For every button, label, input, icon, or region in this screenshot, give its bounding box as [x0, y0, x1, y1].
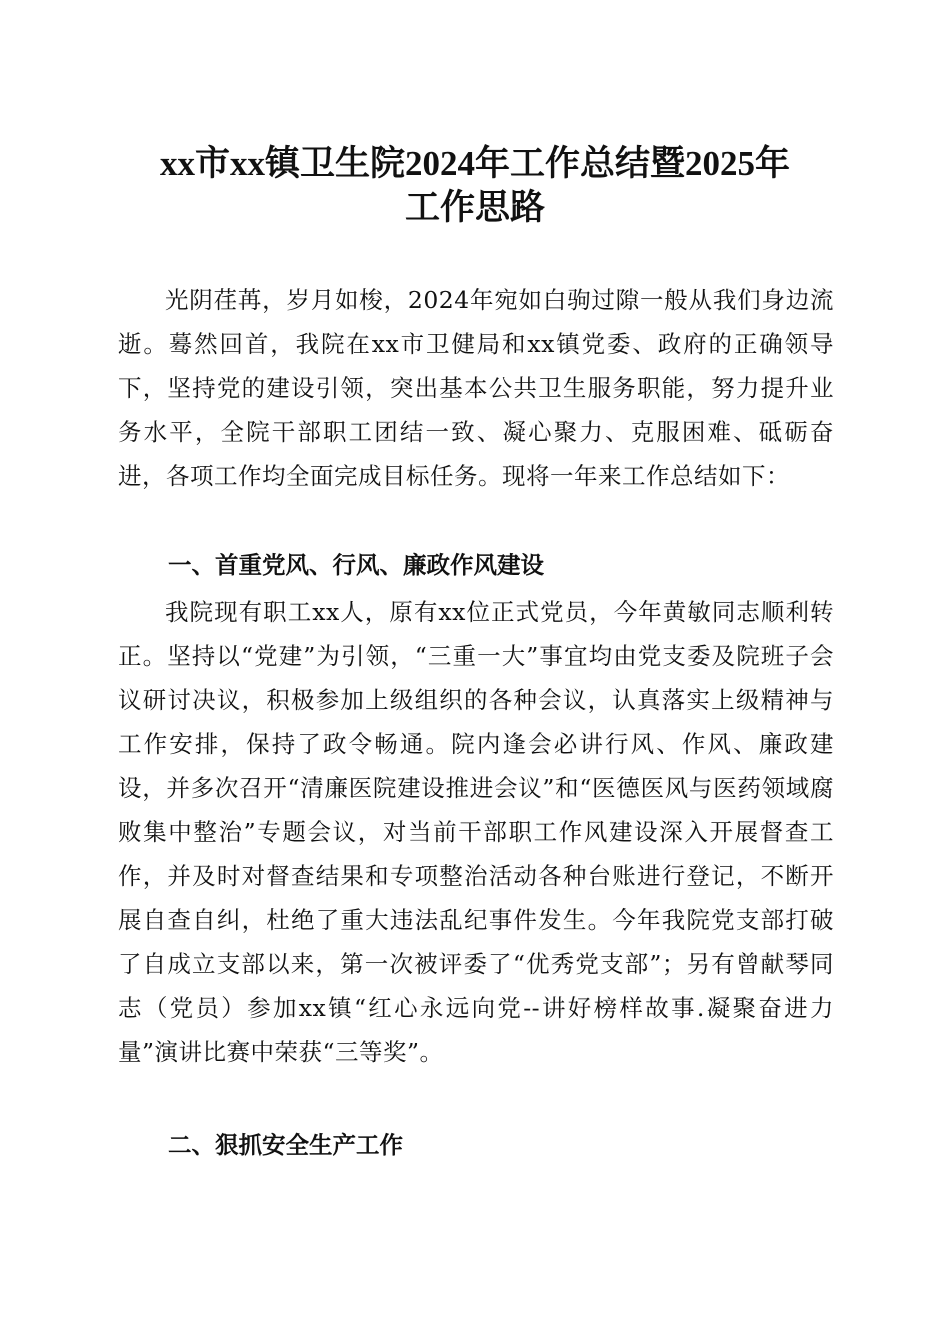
- document-title-line-2: 工作思路: [404, 188, 545, 227]
- document-title-line-1: xx市xx镇卫生院2024年工作总结暨2025年: [159, 144, 790, 183]
- section-1-paragraph: 我院现有职工xx人，原有xx位正式党员，今年黄敏同志顺利转正。坚持以“党建”为引领，“三重一大”事宜均由党支委及院班子会议研讨决议，积极参加上级组织的各种会议，认真落实上级精神与工作安排，保持了政令畅通。院内逢会必讲行风、作风、廉政建设，并多次召开“清廉医院建设推进会议”和“医德医风与医药领域腐败集中整治”专题会议，对当前干部职工作风建设深入开展督查工作，并及时对督查结果和专项整治活动各种台账进行登记，不断开展自查自纠，杜绝了重大违法乱纪事件发生。今年我院党支部打破了自成立支部以来，第一次被评委了“优秀党支部”；另有曾献琴同志（党员）参加xx镇“红心永远向党--讲好榜样故事.凝聚奋进力量”演讲比赛中荣获“三等奖”。: [118, 598, 834, 1066]
- section-1-heading: 一、首重党风、行风、廉政作风建设: [168, 551, 544, 579]
- section-2-heading: 二、狠抓安全生产工作: [168, 1131, 403, 1159]
- intro-paragraph: 光阴荏苒，岁月如梭，2024年宛如白驹过隙一般从我们身边流逝。蓦然回首，我院在xx市卫健局和xx镇党委、政府的正确领导下，坚持党的建设引领，突出基本公共卫生服务职能，努力提升业务水平，全院干部职工团结一致、凝心聚力、克服困难、砥砺奋进，各项工作均全面完成目标任务。现将一年来工作总结如下：: [118, 286, 834, 490]
